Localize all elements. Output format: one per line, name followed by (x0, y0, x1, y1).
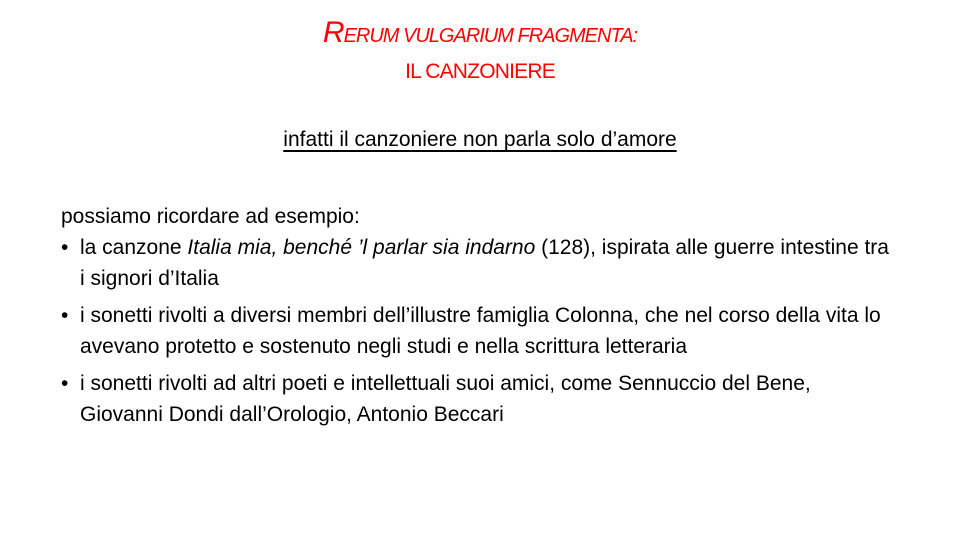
list-item (61, 232, 891, 294)
content-body (61, 201, 891, 436)
bullet-icon: • (61, 236, 69, 259)
bullet-icon: • (61, 304, 69, 327)
list-item-text-before: la canzone (80, 236, 188, 259)
list-item-text: i sonetti rivolti a diversi membri dell’illustre famiglia Colonna, che nel corso della vita lo avevano protetto e sostenuto negli studi e nella scrittura letteraria (80, 304, 881, 358)
bullet-list (61, 232, 891, 430)
poem-title: Italia mia, benché ’l parlar sia indarno (187, 236, 536, 259)
title-initial: R (322, 16, 344, 49)
slide-subtitle: IL CANZONIERE (405, 60, 555, 83)
lead-sentence: possiamo ricordare ad esempio: (61, 205, 360, 228)
bullet-icon: • (61, 372, 69, 395)
list-item (61, 300, 891, 362)
slide-title (0, 16, 960, 50)
list-item-text: i sonetti rivolti ad altri poeti e intellettuali suoi amici, come Sennuccio del Bene, Giovanni Dondi dall’Orologio, Antonio Beccari (80, 372, 811, 426)
list-item-text-after: (128), ispirata alle guerre intestine tra i signori d’Italia (80, 236, 889, 290)
intro-statement: infatti il canzoniere non parla solo d’amore (283, 128, 677, 151)
list-item (61, 368, 891, 430)
title-rest: ERUM VULGARIUM FRAGMENTA: (343, 25, 638, 47)
